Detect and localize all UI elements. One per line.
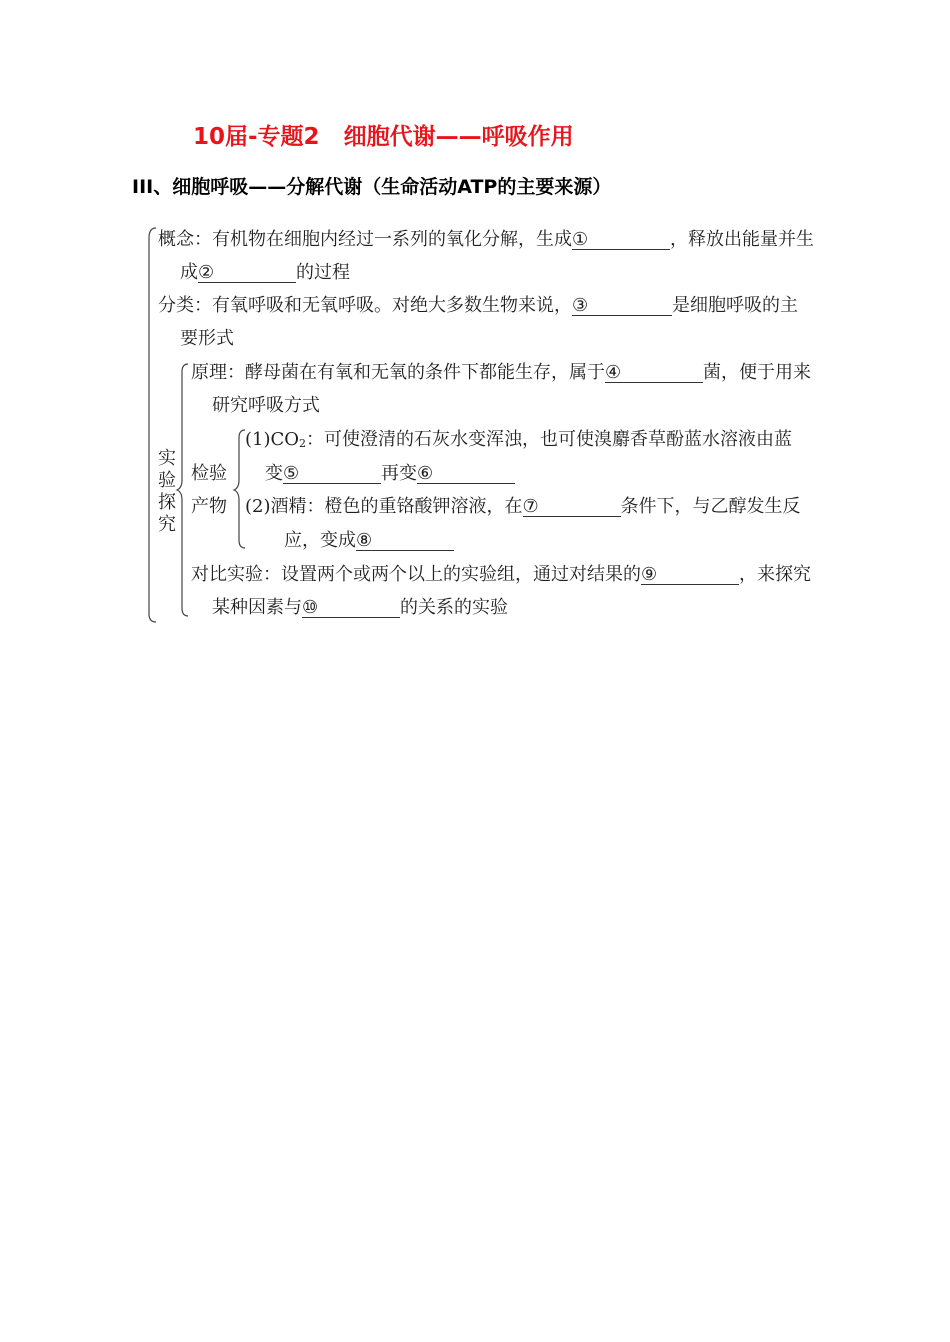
concept-line-1 (158, 228, 814, 252)
blank-3[interactable]: ③ (572, 294, 672, 316)
blank-2[interactable]: ② (198, 261, 296, 283)
detect-label-1: 检验 (191, 463, 227, 484)
principle-line-2: 研究呼吸方式 (212, 395, 320, 416)
outer-brace (144, 226, 158, 624)
blank-4[interactable]: ④ (605, 361, 703, 383)
classification-line-2: 要形式 (180, 328, 234, 349)
blank-10[interactable]: ⑩ (302, 596, 400, 618)
alcohol-line-2: 应，变成⑧ (284, 529, 454, 553)
co2-line-2: 变⑤ 再变⑥ (265, 462, 515, 486)
alcohol-line-1: (2)酒精：橙色的重铬酸钾溶液，在⑦ 条件下，与乙醇发生反 (245, 496, 801, 517)
blank-1[interactable]: ① (572, 228, 670, 250)
principle-line-1: 原理：酵母菌在有氧和无氧的条件下都能生存，属于④ 菌，便于用来 (191, 362, 811, 383)
concept-text: 概念：有机物在细胞内经过一系列的氧化分解，生成 (158, 229, 572, 250)
concept-text-mid: ，释放出能量并生 (670, 229, 814, 250)
blank-7[interactable]: ⑦ (523, 495, 621, 517)
detect-label-2: 产物 (191, 496, 227, 517)
experiment-label: 实 验 探 究 (158, 448, 176, 535)
section-heading: III、细胞呼吸——分解代谢（生命活动ATP的主要来源） (132, 176, 612, 198)
co2-line-1: $(1)CO_2$：可使澄清的石灰水变浑浊，也可使溴麝香草酚蓝水溶液由蓝 (245, 429, 793, 450)
blank-5[interactable]: ⑤ (283, 462, 381, 484)
experiment-brace (176, 362, 190, 620)
blank-6[interactable]: ⑥ (417, 462, 515, 484)
blank-8[interactable]: ⑧ (356, 529, 454, 551)
blank-9[interactable]: ⑨ (641, 563, 739, 585)
concept-line-2: 成② 的过程 (180, 262, 350, 283)
contrast-line-2: 某种因素与⑩ 的关系的实验 (212, 597, 508, 618)
document-title: 10届-专题2 细胞代谢——呼吸作用 (193, 124, 574, 150)
contrast-line-1: 对比实验：设置两个或两个以上的实验组，通过对结果的⑨ ，来探究 (191, 564, 811, 585)
classification-line-1: 分类：有氧呼吸和无氧呼吸。对绝大多数生物来说，③ 是细胞呼吸的主 (158, 295, 798, 316)
